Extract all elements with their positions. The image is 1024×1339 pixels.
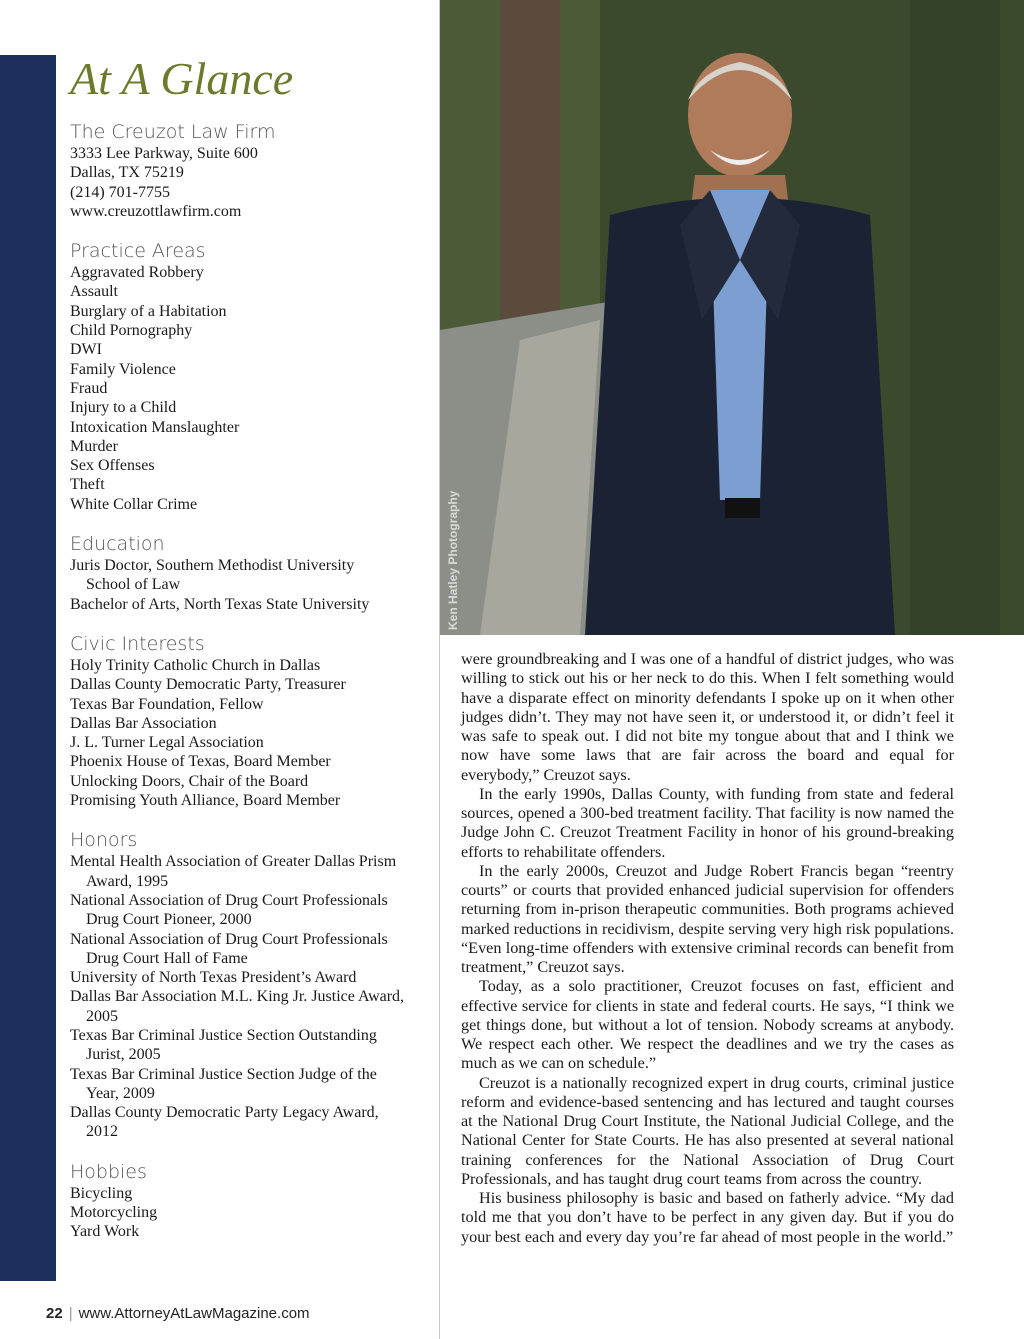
practice-line: Theft [70,476,105,494]
practice-line: Child Pornography [70,322,193,340]
honors-line: National Association of Drug Court Professionals [70,930,388,948]
honors-line: Dallas County Democratic Party Legacy Award, [70,1104,379,1122]
hobbies-section [70,1160,435,1242]
honors-line: 2012 [86,1123,118,1141]
practice-line: Murder [70,437,118,455]
practice-line: Injury to a Child [70,399,177,417]
firm-line: www.creuzottlawfirm.com [70,202,242,220]
education-section [70,532,435,614]
body-paragraph: Today, as a solo practitioner, Creuzot focuses on fast, efficient and effective service for clients in state and federal courts. He says, “I think we get things done, but without a lot of tension. Nobody screams at anybody. We respect each other. We respect the deadlines and we try the cases as much as we can on schedule.” [461,977,954,1073]
firm-section [70,120,435,221]
footer-separator: | [68,1305,73,1322]
education-line: School of Law [86,576,181,594]
practice-line: Burglary of a Habitation [70,302,227,320]
civic-line: Phoenix House of Texas, Board Member [70,753,331,771]
honors-line: Drug Court Pioneer, 2000 [86,911,252,929]
body-paragraph: In the early 1990s, Dallas County, with funding from state and federal sources, opened a 300-bed treatment facility. That facility is now named the Judge John C. Creuzot Treatment Facility in honor of his ground-breaking efforts to rehabilitate offenders. [461,784,954,861]
civic-section [70,632,435,810]
education-line: Juris Doctor, Southern Methodist University [70,557,355,575]
civic-line: Texas Bar Foundation, Fellow [70,695,264,713]
practice-line: White Collar Crime [70,495,198,513]
firm-line: 3333 Lee Parkway, Suite 600 [70,145,258,162]
page-number: 22 [46,1305,63,1322]
honors-line: University of North Texas President’s Award [70,969,357,987]
practice-heading: Practice Areas [70,240,206,263]
practice-line: Family Violence [70,360,176,378]
navy-sidebar-bar [0,55,56,1281]
honors-line: 2005 [86,1007,118,1025]
photo-credit: Ken Hatley Photography [446,490,460,630]
article-body [461,650,954,1247]
sidebar-title: At A Glance [70,53,294,104]
practice-line: Intoxication Manslaughter [70,418,240,436]
civic-line: Unlocking Doors, Chair of the Board [70,772,309,790]
honors-line: Dallas Bar Association M.L. King Jr. Justice Award, [70,988,405,1006]
honors-line: National Association of Drug Court Professionals [70,891,388,909]
practice-line: Sex Offenses [70,457,155,475]
honors-line: Texas Bar Criminal Justice Section Judge of the [70,1065,377,1083]
civic-line: Dallas County Democratic Party, Treasurer [70,676,346,694]
page-footer [46,1305,310,1322]
portrait-illustration [440,0,1024,635]
practice-line: Fraud [70,379,108,397]
honors-line: Jurist, 2005 [86,1046,161,1064]
honors-line: Award, 1995 [86,872,169,890]
practice-section [70,239,435,514]
honors-line: Texas Bar Criminal Justice Section Outstanding [70,1026,377,1044]
hobbies-heading: Hobbies [70,1160,147,1183]
civic-line: Dallas Bar Association [70,714,217,732]
firm-line: Dallas, TX 75219 [70,164,184,182]
at-a-glance-sidebar [70,52,435,1260]
body-paragraph: were groundbreaking and I was one of a handful of district judges, who was willing to stick out his or her neck to do this. When I felt something would have a disparate effect on minority defendants I spoke up on it when other judges didn’t. They may not have seen it, or understood it, or didn’t feel it was safe to speak out. I did not bite my tongue about that and I think we now have some laws that are fair across the board and equal for everybody,” Creuzot says. [461,650,954,784]
civic-line: Promising Youth Alliance, Board Member [70,792,341,810]
body-paragraph: Creuzot is a nationally recognized expert in drug courts, criminal justice reform and evidence-based sentencing and has lectured and taught courses at the National Drug Court Institute, the National Judicial College, and the National Center for State Courts. He has also presented at several national training conferences for the National Association of Drug Court Professionals, and has taught drug court teams from across the country. [461,1073,954,1188]
honors-line: Year, 2009 [86,1084,155,1102]
education-line: Bachelor of Arts, North Texas State University [70,595,370,613]
hobbies-line: Yard Work [70,1223,140,1241]
honors-heading: Honors [70,829,138,852]
honors-line: Drug Court Hall of Fame [86,949,248,967]
civic-line: J. L. Turner Legal Association [70,734,264,752]
honors-section [70,828,435,1141]
practice-line: DWI [70,341,102,359]
civic-line: Holy Trinity Catholic Church in Dallas [70,656,321,674]
civic-heading: Civic Interests [70,632,205,655]
hobbies-line: Bicycling [70,1184,133,1202]
education-heading: Education [70,533,165,556]
hobbies-line: Motorcycling [70,1204,158,1222]
body-paragraph: In the early 2000s, Creuzot and Judge Robert Francis began “reentry courts” or courts that provided enhanced judicial supervision for offenders returning from in-prison therapeutic communities. Both programs achieved marked reductions in recidivism, despite serving very high risk populations. “Even long-time offenders with extensive criminal records can benefit from treatment,” Creuzot says. [461,861,954,976]
firm-heading: The Creuzot Law Firm [70,121,276,143]
practice-line: Assault [70,283,118,301]
practice-line: Aggravated Robbery [70,264,204,282]
firm-line: (214) 701-7755 [70,183,170,201]
honors-line: Mental Health Association of Greater Dallas Prism [70,853,397,871]
body-paragraph: His business philosophy is basic and based on fatherly advice. “My dad told me that you don’t have to be perfect in any given day. But if you do your best each and every day you’re far ahead of most people in the world.” [461,1189,954,1246]
portrait-photo [440,0,1024,635]
footer-website-link[interactable]: www.AttorneyAtLawMagazine.com [78,1305,310,1322]
